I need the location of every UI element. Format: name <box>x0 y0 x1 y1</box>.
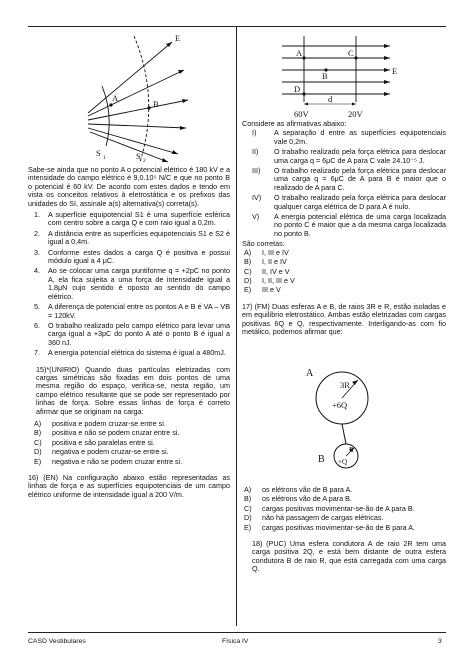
q15-options <box>28 420 230 466</box>
footer-rule <box>28 632 446 633</box>
label-E: E <box>175 33 181 43</box>
label-A: A <box>306 368 314 379</box>
label-S1-sub: 1 <box>103 155 106 161</box>
page-number: 3 <box>438 638 442 645</box>
affirmatives-list <box>242 129 446 238</box>
option: C) cargas positivas movimentar-se-ão de A para B. <box>244 503 415 513</box>
correct-label: São corretas: <box>242 239 285 249</box>
list-item: 1. A superfície equipotencial S1 é uma superfície esférica com centro sobre a carga Q e com raio igual a 0,2m. <box>34 210 230 228</box>
option: B) positiva e não se podem cruzar entre si. <box>34 428 180 438</box>
label-6Q: +6Q <box>332 400 348 410</box>
option: B) os elétrons vão de A para B. <box>244 494 352 504</box>
right-column-lower <box>242 486 446 577</box>
option: E) III e V <box>244 285 281 295</box>
label-C: C <box>348 48 354 58</box>
label-S2: S <box>136 151 141 161</box>
label-A: A <box>296 48 303 58</box>
option: D) não há passagem de cargas elétricas. <box>244 513 384 523</box>
option: A) os elétrons vão de B para A. <box>244 485 353 494</box>
left-items-list <box>28 211 230 358</box>
header-rule <box>28 26 446 27</box>
list-item: II) O trabalho realizado pela força elétrica para deslocar uma carga q = 6μC de A para C vale 24.10⁻⁵ J. <box>252 147 446 165</box>
left-column <box>28 166 230 502</box>
question-17-text: 17) (FM) Duas esferas A e B, de raios 3R e R, estão isoladas e em equilíbrio eletrostático. Ambas estão eletrizadas com cargas positivas 6Q e Q, respectivamente. Interligando-as com fio metálico, podemos afirmar que: <box>242 301 446 336</box>
question-15-text: 15)*(UNIRIO) Quando duas partículas eletrizadas com cargas simétricas são fixadas em dois pontos de uma mesma região do espaço, verifica-se, nesta região, um campo elétrico resultante que se pode ser representado por linhas de força. Sobre essas linhas de força é correto afirmar que se originam na carga: <box>36 364 230 416</box>
spheres-figure <box>300 362 400 476</box>
label-B: B <box>322 71 328 81</box>
label-A: A <box>112 93 119 103</box>
label-d: d <box>328 94 333 104</box>
option: E) negativa e não se podem cruzar entre si. <box>34 456 183 466</box>
question-14-intro: Sabe-se ainda que no ponto A o potencial elétrico é 180 kV e a intensidade do campo elétrico é 9,0.10⁵ N/C e que no ponto B o potencial é 60 kV. De acordo com estes dados e tendo em vista os conceitos relativos à eletrostática e os prefixos das unidades do SI, assinale a(s) alternativa(s) correta(s). <box>28 165 230 208</box>
list-item: I) A separação d entre as superfícies equipotenciais vale 0,2m. <box>252 128 446 146</box>
list-item: III) O trabalho realizado pela força elétrica para deslocar uma carga q = 6μC de A para B é maior que o realizado de A para C. <box>252 166 446 192</box>
q16-options <box>242 249 446 295</box>
column-divider <box>236 26 237 626</box>
label-S1: S <box>96 148 101 158</box>
right-column <box>242 120 446 339</box>
option: D) negativa e podem cruzar-se entre si. <box>34 447 169 457</box>
list-item: 7. A energia potencial elétrica do sistema é igual a 480mJ. <box>34 348 226 358</box>
list-item: 6. O trabalho realizado pelo campo elétrico para levar uma carga igual a +3pC do ponto A até o ponto B é igual a 360 nJ. <box>34 320 230 347</box>
list-item: 2. A distância entre as superfícies equipotenciais S1 e S2 é igual a 0,4m. <box>34 228 230 247</box>
affirmatives-intro: Considere as afirmativas abaixo: <box>242 119 347 128</box>
list-item: IV) O trabalho realizado pela força elétrica para deslocar qualquer carga elétrica de D para A é nulo. <box>252 193 446 211</box>
label-R: R <box>349 446 354 454</box>
label-20V: 20V <box>348 109 363 119</box>
option: E) cargas positivas movimentar-se-ão de B para A. <box>244 522 416 532</box>
footer-center: Física IV <box>222 638 249 645</box>
field-lines-figure <box>80 28 195 163</box>
option: A) positiva e podem cruzar-se entre si. <box>34 418 166 428</box>
label-S2-sub: 2 <box>143 158 146 163</box>
option: A) I, III e IV <box>244 247 289 257</box>
list-item: 3. Conforme estes dados a carga Q é positiva e possui módulo igual a 4 μC. <box>34 247 230 266</box>
list-item: 5. A diferença de potencial entre os pontos A e B é VA – VB = 120kV. <box>34 302 230 320</box>
label-Q: +Q <box>338 458 348 466</box>
option: C) II, IV e V <box>244 266 290 276</box>
option: C) positiva e são paralelas entre si. <box>34 437 155 447</box>
footer-left: CASD Vestibulares <box>28 638 86 645</box>
label-B: B <box>318 454 325 465</box>
option: B) I, II e IV <box>244 257 287 267</box>
list-item: V) A energia potencial elétrica de uma carga localizada no ponto C é maior que a da mesma carga localizada no ponto B. <box>252 212 446 238</box>
label-E: E <box>392 66 398 76</box>
uniform-field-figure <box>282 34 402 120</box>
label-B: B <box>153 99 159 109</box>
label-3R: 3R <box>340 380 350 390</box>
option: D) I, II, III e V <box>244 275 295 285</box>
q17-options <box>242 486 446 532</box>
label-D: D <box>294 84 301 94</box>
question-16-text: 16) (EN) Na configuração abaixo estão representadas as linhas de força e as superfícies equipotenciais de um campo elétrico uniforme de intensidade igual a 200 V/m. <box>28 473 230 499</box>
label-60V: 60V <box>294 109 309 119</box>
list-item: 4. Ao se colocar uma carga puntiforme q = +2pC no ponto A, ela fica sujeita a uma força de intensidade igual a 1,8μN cujo sentido é oposto ao sentido do campo elétrico. <box>34 266 230 301</box>
question-18-text: 18) (PUC) Uma esfera condutora A de raio 2R tem uma carga positiva 2Q, e está bem distante de outra esfera condutora B de raio R, que está carregada com uma carga Q. <box>252 539 446 574</box>
